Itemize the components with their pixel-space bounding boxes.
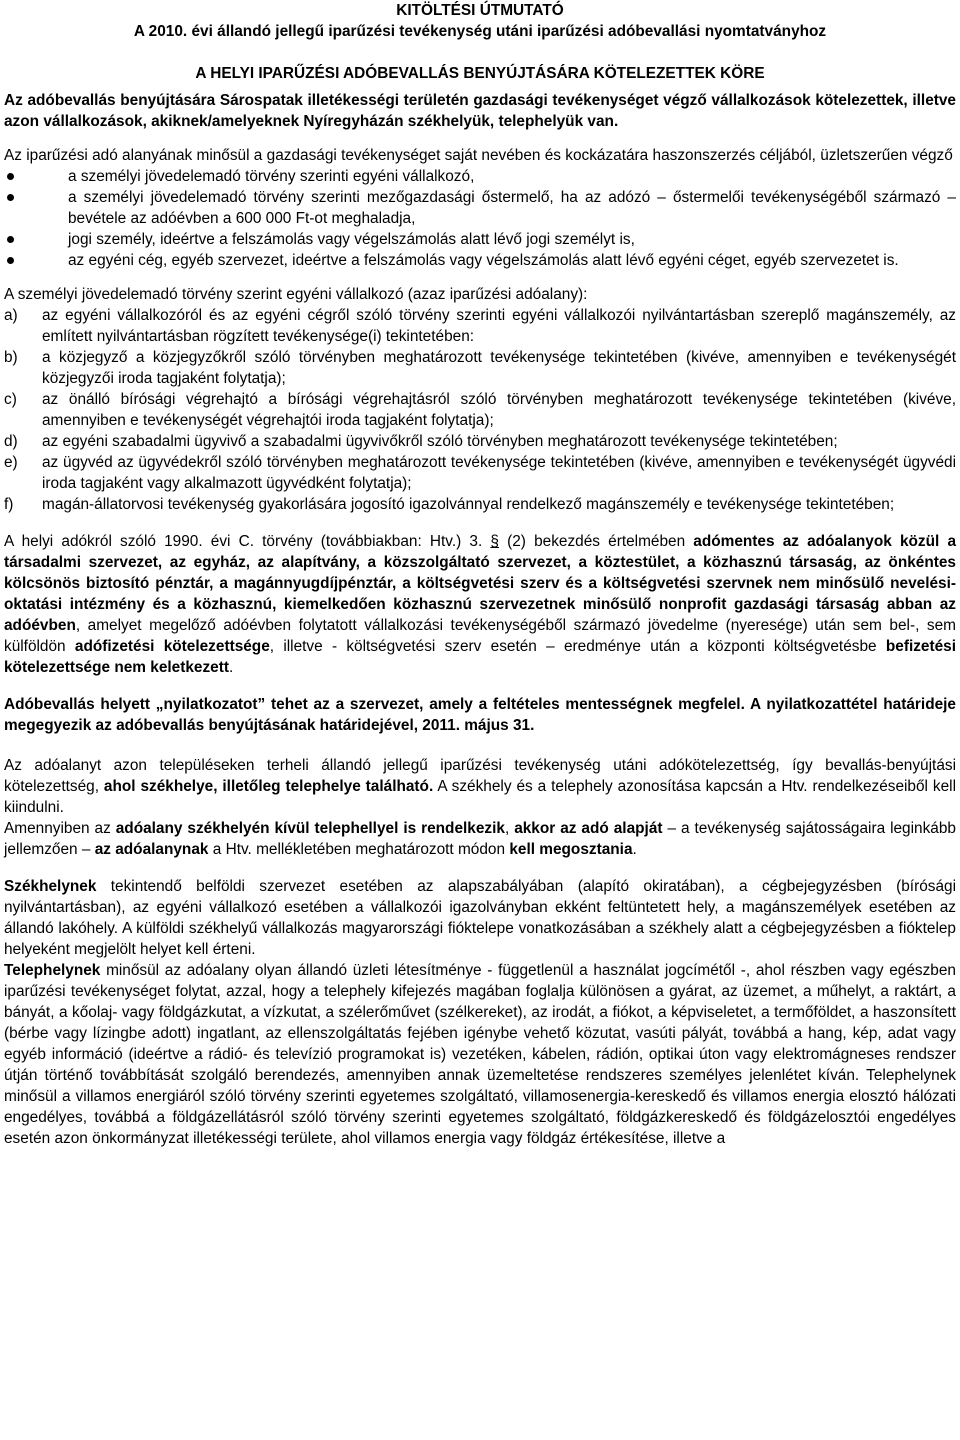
text-run: A helyi adókról szóló 1990. évi C. törvény (továbbiakban: Htv.) 3. — [4, 533, 491, 550]
bold-run: adómentes az adóalanyok közül a társadalmi szervezet, az egyház, az alapítvány, a közszolgáltató szervezet, a köztestület, a közhasznú társaság, az önkéntes kölcsönös biztosító pénztár, a magánnyugdíjpénztár, a költségvetési szerv és a költségvetési szervnek nem minősülő nevelési-oktatási intézmény és a közhasznú, kiemelkedően közhasznú szervezetnek minősülő nonprofit gazdasági társaság abban az adóévben — [4, 533, 957, 634]
list-letter: d) — [4, 433, 18, 450]
bullet-icon — [7, 173, 14, 180]
text-run: A székhely és a telephely azonosítása kapcsán a Htv. rendelkezéseiből kell kiindulni. — [4, 778, 956, 816]
document-subtitle: A 2010. évi állandó jellegű iparűzési tevékenység utáni iparűzési adóbevallási nyomtatványhoz — [133, 23, 827, 40]
apportion-paragraph — [4, 818, 956, 860]
list-letter: e) — [4, 454, 18, 471]
subject-list — [4, 166, 956, 271]
sole-trader-list — [4, 305, 956, 515]
list-item-text: az ügyvéd az ügyvédekről szóló törvényben meghatározott tevékenysége tekintetében (kivéve, amennyiben e tevékenységét ügyvédi iroda tagjaként vagy alkalmazott ügyvédként folytatja); — [42, 454, 956, 492]
bold-run: befizetési kötelezettsége nem keletkezett — [4, 638, 956, 676]
bold-run: adóalany székhelyén kívül telephellyel is rendelkezik — [115, 820, 505, 837]
list-item-text: az önálló bírósági végrehajtó a bírósági végrehajtásról szóló törvényben meghatározott tevékenysége tekintetében (kivéve, amennyiben e tevékenységét végrehajtói iroda tagjaként folytatja); — [42, 391, 956, 429]
text-run: tekintendő belföldi szervezet esetében az alapszabályában (alapító okiratában), a cégbejegyzésben (bírósági nyilvántartásban), az egyéni vállalkozó esetében a vállalkozói igazolványban ekként feltüntetett hely, a magánszemélyek esetében az állandó lakóhely. A külföldi székhelyű vállalkozás magyarországi fióktelepe vonatkozásában a székhely alatt a cégbejegyzésben a fióktelep helyeként megjelölt helyet kell érteni. — [4, 878, 956, 958]
text-run: . — [228, 659, 234, 676]
list-item — [4, 229, 956, 250]
list-item — [4, 431, 956, 452]
text-run: Amennyiben az — [4, 820, 116, 837]
text-run: Az adóalanyt azon településeken terheli állandó jellegű iparűzési tevékenység utáni adókötelezettség, így bevallás-benyújtási kötelezettség, — [4, 757, 956, 795]
premises-paragraph — [4, 960, 956, 1149]
text-run: minősül az adóalany olyan állandó üzleti létesítménye - függetlenül a használat jogcímétől -, ahol részben vagy egészben iparűzési tevékenységet folytat, azzal, hogy a telephely kifejezés magában foglalja különösen a gyárat, az üzemet, a műhelyt, a raktárt, a bányát, a kőolaj- vagy földgázkutat, a vízkutat, a szélerőművet (szélkereket), az irodát, a fiókot, a képviseletet, a termőföldet, a haszonsített (bérbe vagy lízingbe adott) ingatlant, az ellenszolgáltatás fejében igénybe vehető közutat, vasúti pályát, továbbá a hang, kép, adat vagy egyéb információ (ideértve a rádió- és televízió programokat is) vezetéken, kábelen, rádión, optikai úton vagy elektromágneses rendszer útján történő továbbítását szolgáló berendezés, amennyiben annak üzemeltetése rendszeres személyes jelenlétet kíván. Telephelynek minősül a villamos energiáról szóló törvény szerinti egyetemes szolgáltató, villamosenergia-kereskedő és villamos energia elosztó hálózati engedélyes, továbbá a földgázellátásról szóló törvény szerinti egyetemes szolgáltató, földgázkereskedő és földgázelosztói engedélyes esetén azon önkormányzat illetékességi területe, ahol villamos energia vagy földgáz értékesítése, illetve a — [4, 962, 956, 1147]
list-item — [4, 166, 956, 187]
list-item-text: a közjegyző a közjegyzőkről szóló törvényben meghatározott tevékenysége tekintetében (kivéve, amennyiben e tevékenységét közjegyzői iroda tagjaként folytatja); — [42, 349, 956, 387]
bullet-icon — [7, 236, 14, 243]
text-run: , amelyet megelőző adóévben folytatott vállalkozási tevékenységéből származó jövedelme (nyeresége) után sem bel-, sem külföldön — [4, 617, 956, 655]
bold-run: ahol székhelye, illetőleg telephelye található. — [103, 778, 434, 795]
bold-run: Székhelynek — [4, 878, 97, 895]
text-run: , illetve - költségvetési szerv esetén – eredménye után a központi költségvetésbe — [269, 638, 886, 655]
section-heading: A HELYI IPARŰZÉSI ADÓBEVALLÁS BENYÚJTÁSÁRA KÖTELEZETTEK KÖRE — [195, 65, 765, 82]
bold-run: kell megosztania — [509, 841, 633, 858]
text-run: . — [632, 841, 637, 858]
list-item-text: az egyéni cég, egyéb szervezet, ideértve a felszámolás vagy végelszámolás alatt lévő egyéni céget, egyéb szervezetet is. — [68, 252, 899, 269]
subject-lead: Az iparűzési adó alanyának minősül a gazdasági tevékenységet saját nevében és kockázatára haszonszerzés céljából, üzletszerűen végző — [4, 147, 953, 164]
location-paragraph — [4, 755, 956, 818]
bullet-icon — [7, 257, 14, 264]
bold-run: adófizetési kötelezettsége — [74, 638, 270, 655]
bold-run: akkor az adó alapját — [514, 820, 663, 837]
exemption-paragraph — [4, 531, 956, 678]
list-item — [4, 187, 956, 229]
list-item-text: az egyéni szabadalmi ügyvivő a szabadalmi ügyvivőkről szóló törvényben meghatározott tevékenysége tekintetében; — [42, 433, 838, 450]
list-letter: b) — [4, 349, 18, 366]
bold-run: Telephelynek — [4, 962, 101, 979]
list-item — [4, 389, 956, 431]
list-letter: f) — [4, 496, 14, 513]
document-title: KITÖLTÉSI ÚTMUTATÓ — [396, 2, 564, 19]
text-run: a Htv. mellékletében meghatározott módon — [208, 841, 510, 858]
list-item-text: az egyéni vállalkozóról és az egyéni cégről szóló törvény szerinti egyéni vállalkozói nyilvántartásban szereplő magánszemély, az említett nyilvántartásban rögzített tevékenysége(i) tekintetében: — [42, 307, 956, 345]
list-item-text: a személyi jövedelemadó törvény szerinti egyéni vállalkozó, — [68, 168, 475, 185]
seat-paragraph — [4, 876, 956, 960]
bullet-icon — [7, 194, 14, 201]
declaration-paragraph — [4, 694, 956, 736]
list-item-text: magán-állatorvosi tevékenység gyakorlására jogosító igazolvánnyal rendelkező magánszemély e tevékenysége tekintetében; — [42, 496, 895, 513]
list-item — [4, 250, 956, 271]
sole-trader-lead: A személyi jövedelemadó törvény szerint egyéni vállalkozó (azaz iparűzési adóalany): — [4, 286, 588, 303]
list-letter: a) — [4, 307, 18, 324]
list-item — [4, 305, 956, 347]
list-item — [4, 494, 956, 515]
list-item-text: a személyi jövedelemadó törvény szerinti mezőgazdasági őstermelő, ha az adózó – őstermelői tevékenységéből származó – bevétele az adóévben a 600 000 Ft-ot meghaladja, — [68, 189, 956, 227]
section-intro: Az adóbevallás benyújtására Sárospatak illetékességi területén gazdasági tevékenységet végző vállalkozások kötelezettek, illetve azon vállalkozások, akiknek/amelyeknek Nyíregyházán székhelyük, telephelyük van. — [4, 92, 956, 130]
text-run: , — [504, 820, 515, 837]
text-run: – a tevékenység sajátosságaira leginkább jellemzően – — [4, 820, 956, 858]
section-sign: § — [490, 533, 499, 550]
list-item-text: jogi személy, ideértve a felszámolás vagy végelszámolás alatt lévő jogi személyt is, — [68, 231, 635, 248]
text-run: (2) bekezdés értelmében — [498, 533, 694, 550]
list-item — [4, 347, 956, 389]
list-letter: c) — [4, 391, 17, 408]
list-item — [4, 452, 956, 494]
bold-run: az adóalanynak — [94, 841, 209, 858]
bold-run: Adóbevallás helyett „nyilatkozatot” tehet az a szervezet, amely a feltételes mentességnek megfelel. A nyilatkozattétel határideje megegyezik az adóbevallás benyújtásának határidejével, 2011. május 31. — [4, 696, 956, 734]
